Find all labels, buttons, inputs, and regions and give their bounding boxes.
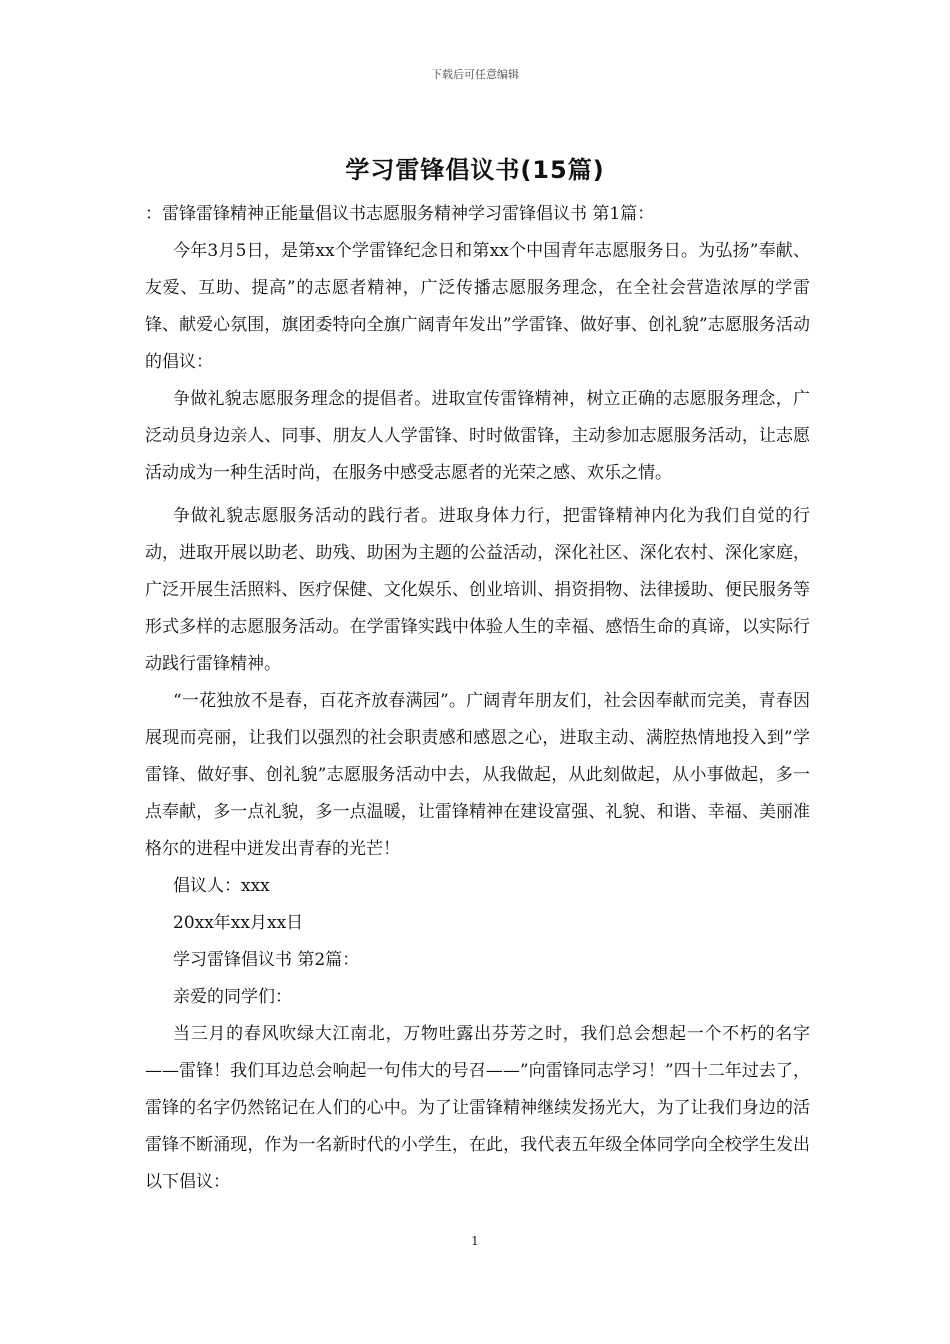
paragraph: 今年3月5日，是第xx个学雷锋纪念日和第xx个中国青年志愿服务日。为弘扬”奉献、友爱、互助、提高”的志愿者精神，广泛传播志愿服务理念，在全社会营造浓厚的学雷锋、献爱心氛围，旗团委特向全旗广阔青年发出”学雷锋、做好事、创礼貌”志愿服务活动的倡议： [145,241,810,372]
paragraph: “一花独放不是春，百花齐放春满园”。广阔青年朋友们，社会因奉献而完美，青春因展现而亮丽，让我们以强烈的社会职责感和感恩之心，进取主动、满腔热情地投入到”学雷锋、做好事、创礼貌”志愿服务活动中去，从我做起，从此刻做起，从小事做起，多一点奉献，多一点礼貌，多一点温暖，让雷锋精神在建设富强、礼貌、和谐、幸福、美丽准格尔的进程中迸发出青春的光芒！ [145,691,810,859]
header-note: 下载后可任意编辑 [431,68,519,81]
paragraph: 争做礼貌志愿服务活动的践行者。进取身体力行，把雷锋精神内化为我们自觉的行动，进取开展以助老、助残、助困为主题的公益活动，深化社区、深化农村、深化家庭，广泛开展生活照料、医疗保健、文化娱乐、创业培训、捐资捐物、法律援助、便民服务等形式多样的志愿服务活动。在学雷锋实践中体验人生的幸福、感悟生命的真谛，以实际行动践行雷锋精神。 [145,506,810,674]
salutation: 亲爱的同学们： [173,987,292,1007]
section-heading: 学习雷锋倡议书 第2篇： [173,950,360,970]
document-title: 学习雷锋倡议书(15篇) [345,156,605,184]
page-number: 1 [471,1234,479,1248]
paragraph: 当三月的春风吹绿大江南北，万物吐露出芬芳之时，我们总会想起一个不朽的名字——雷锋！我们耳边总会响起一句伟大的号召——”向雷锋同志学习！”四十二年过去了，雷锋的名字仍然铭记在人们的心中。为了让雷锋精神继续发扬光大，为了让我们身边的活雷锋不断涌现，作为一名新时代的小学生，在此，我代表五年级全体同学向全校学生发出以下倡议： [145,1024,810,1192]
paragraph: 争做礼貌志愿服务理念的提倡者。进取宣传雷锋精神，树立正确的志愿服务理念，广泛动员身边亲人、同事、朋友人人学雷锋、时时做雷锋，主动参加志愿服务活动，让志愿活动成为一种生活时尚，在服务中感受志愿者的光荣之感、欢乐之情。 [145,389,810,483]
date-line: 20xx年xx月xx日 [173,913,304,933]
document-body [145,196,810,1201]
signature-line: 倡议人：xxx [173,876,270,896]
intro-line: ：雷锋雷锋精神正能量倡议书志愿服务精神学习雷锋倡议书 第1篇： [145,204,655,224]
